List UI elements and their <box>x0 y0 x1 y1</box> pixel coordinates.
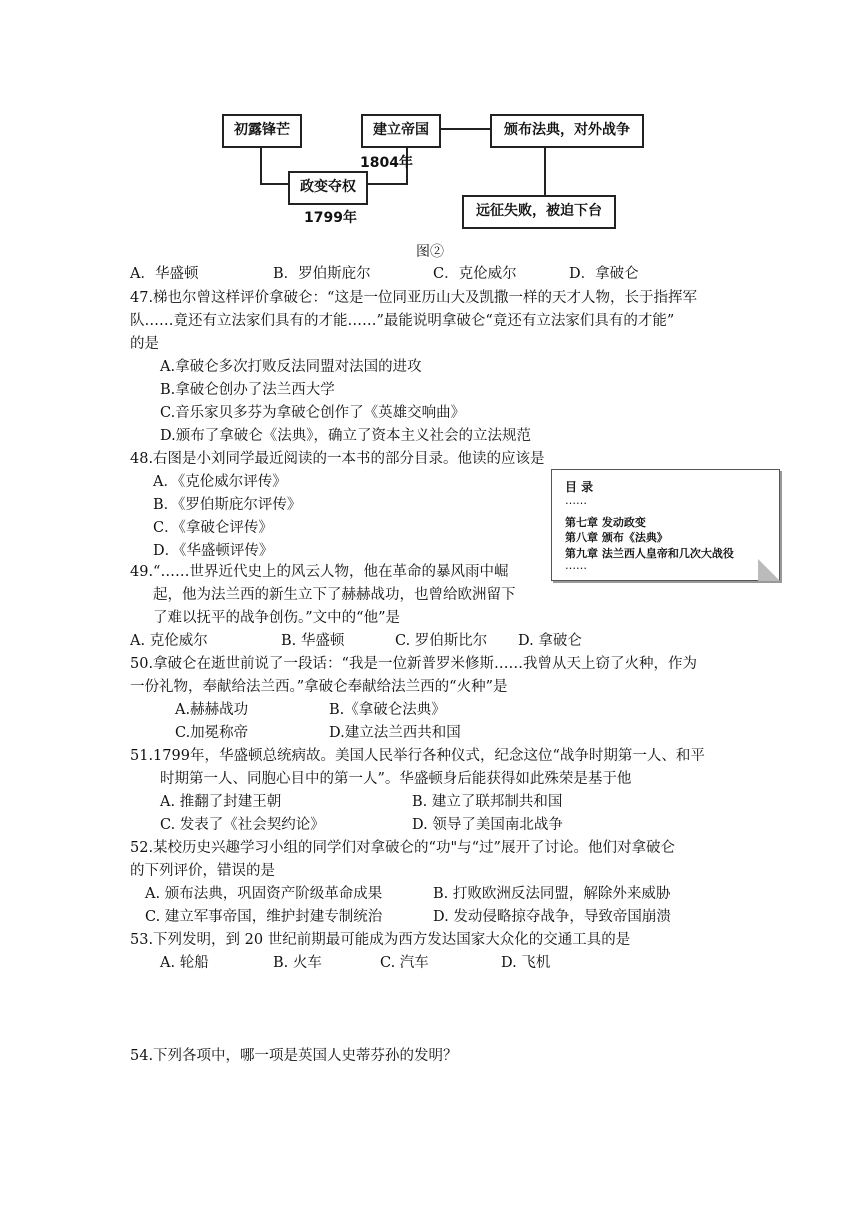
q52-stem-line: 52.某校历史兴趣学习小组的同学们对拿破仑的“功"与“过”展开了讨论。他们对拿破仑 <box>130 840 675 856</box>
q47-stem-line: 的是 <box>130 336 159 352</box>
q49-stem-line: 了难以抚平的战争创伤。”文中的“他”是 <box>153 610 400 626</box>
toc-chapter-9: 第九章 法兰西人皇帝和几次大战役 <box>565 547 734 560</box>
toc-ellipsis: …… <box>565 494 587 507</box>
q47-stem-line: 47.梯也尔曾这样评价拿破仑：“这是一位同亚历山大及凯撒一样的天才人物，长于指挥军 <box>130 290 697 306</box>
connector-line <box>364 183 408 185</box>
q48-option-b: B．《罗伯斯庇尔评传》 <box>153 497 302 513</box>
q51-option-a: A. 推翻了封建王朝 <box>160 794 282 810</box>
q52-option-a: A. 颁布法典，巩固资产阶级革命成果 <box>145 886 383 902</box>
q47-option-d: D.颁布了拿破仑《法典》，确立了资本主义社会的立法规范 <box>160 428 531 444</box>
q49-option-b: B. 华盛顿 <box>281 633 345 649</box>
q47-option-c: C.音乐家贝多芬为拿破仑创作了《英雄交响曲》 <box>160 405 466 421</box>
q51-stem-line: 51.1799年，华盛顿总统病故。美国人民举行各种仪式，纪念这位“战争时期第一人、和平 <box>130 748 705 764</box>
q48-stem: 48.右图是小刘同学最近阅读的一本书的部分目录。他读的应该是 <box>130 451 545 467</box>
q47-option-a: A.拿破仑多次打败反法同盟对法国的进攻 <box>160 359 422 375</box>
page-curl <box>758 559 780 581</box>
toc-title: 目 录 <box>565 480 594 494</box>
q50-option-c: C.加冕称帝 <box>175 725 249 741</box>
q48-option-d: D．《华盛顿评传》 <box>153 543 274 559</box>
q47-stem-line: 队……竟还有立法家们具有的才能……”最能说明拿破仑“竟还有立法家们具有的才能” <box>130 313 675 329</box>
q48-option-c: C．《拿破仑评传》 <box>153 520 273 536</box>
q50-option-b: B.《拿破仑法典》 <box>329 702 446 718</box>
q49-stem-line: 起，他为法兰西的新生立下了赫赫战功，也曾给欧洲留下 <box>153 587 516 603</box>
connector-line <box>260 183 290 185</box>
q51-option-c: C. 发表了《社会契约论》 <box>160 817 325 833</box>
q49-option-d: D. 拿破仑 <box>518 633 582 649</box>
q46-option-d: D．拿破仑 <box>569 266 639 282</box>
connector-line <box>260 145 262 185</box>
q52-option-d: D. 发动侵略掠夺战争，导致帝国崩溃 <box>433 909 671 925</box>
q53-stem: 53.下列发明，到 20 世纪前期最可能成为西方发达国家大众化的交通工具的是 <box>130 932 631 948</box>
q52-option-c: C. 建立军事帝国，维护封建专制统治 <box>145 909 383 925</box>
figure-caption: 图② <box>416 244 444 260</box>
q46-option-a: A．华盛顿 <box>130 266 199 282</box>
q49-option-c: C. 罗伯斯比尔 <box>395 633 488 649</box>
q52-option-b: B. 打败欧洲反法同盟，解除外来威胁 <box>433 886 671 902</box>
diagram-box-empire: 建立帝国 <box>361 114 441 148</box>
year-label-1804: 1804年 <box>360 155 413 171</box>
q50-option-a: A.赫赫战功 <box>175 702 249 718</box>
year-label-1799: 1799年 <box>304 210 357 226</box>
diagram-box-debut: 初露锋芒 <box>222 114 302 148</box>
q53-option-a: A. 轮船 <box>160 955 209 971</box>
q50-stem-line: 一份礼物，奉献给法兰西。”拿破仑奉献给法兰西的“火种”是 <box>130 679 508 695</box>
q54-stem: 54.下列各项中，哪一项是英国人史蒂芬孙的发明？ <box>130 1048 458 1064</box>
q49-stem-line: 49.“……世界近代史上的风云人物，他在革命的暴风雨中崛 <box>130 564 509 580</box>
q46-option-b: B．罗伯斯庇尔 <box>273 266 371 282</box>
q53-option-b: B. 火车 <box>273 955 322 971</box>
q50-stem-line: 50.拿破仑在逝世前说了一段话：“我是一位新普罗米修斯……我曾从天上窃了火种，作为 <box>130 656 697 672</box>
q50-option-d: D.建立法兰西共和国 <box>329 725 461 741</box>
connector-line <box>437 128 490 130</box>
q51-option-b: B. 建立了联邦制共和国 <box>412 794 563 810</box>
diagram-box-coup: 政变夺权 <box>288 171 368 205</box>
q48-option-a: A．《克伦威尔评传》 <box>153 474 287 490</box>
q53-option-d: D. 飞机 <box>501 955 551 971</box>
toc-chapter-7: 第七章 发动政变 <box>565 516 646 529</box>
diagram-box-defeat: 远征失败，被迫下台 <box>462 195 616 229</box>
q49-option-a: A. 克伦威尔 <box>130 633 208 649</box>
q51-option-d: D. 领导了美国南北战争 <box>412 817 563 833</box>
connector-line <box>544 145 546 195</box>
q51-stem-line: 时期第一人、同胞心目中的第一人”。华盛顿身后能获得如此殊荣是基于他 <box>160 771 632 787</box>
q47-option-b: B.拿破仑创办了法兰西大学 <box>160 382 335 398</box>
q46-option-c: C．克伦威尔 <box>433 266 517 282</box>
toc-chapter-8: 第八章 颁布《法典》 <box>565 531 668 544</box>
book-toc-card <box>551 469 780 581</box>
q53-option-c: C. 汽车 <box>380 955 429 971</box>
q52-stem-line: 的下列评价，错误的是 <box>130 863 275 879</box>
toc-ellipsis: …… <box>565 559 587 572</box>
diagram-box-code-war: 颁布法典，对外战争 <box>490 114 644 148</box>
